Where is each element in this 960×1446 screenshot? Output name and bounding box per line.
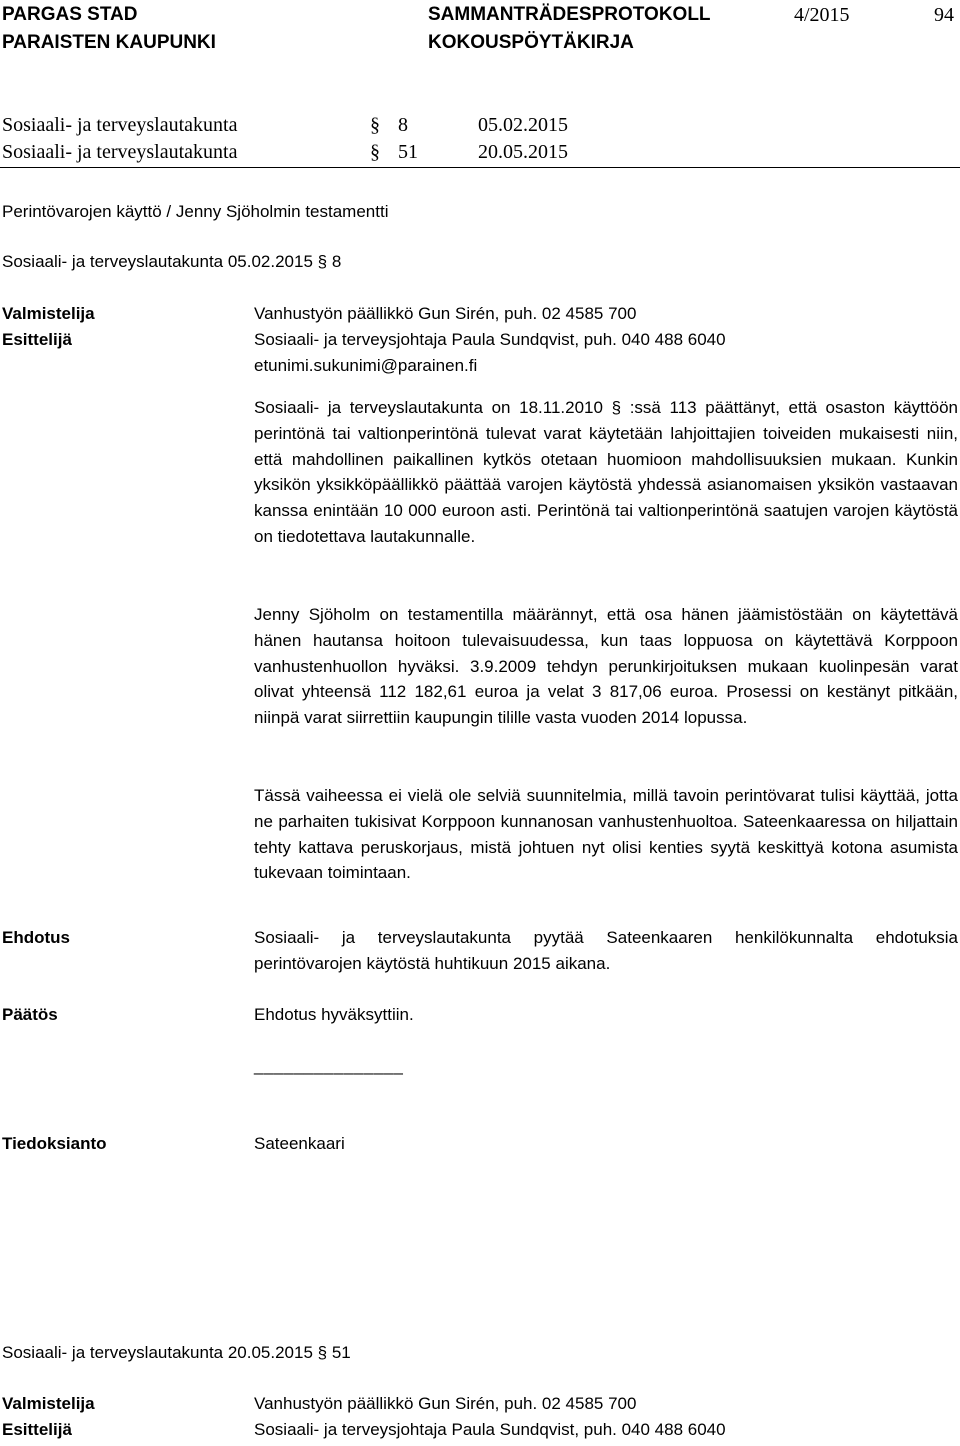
notice-recipient: Sateenkaari [254,1134,345,1153]
document-title: Perintövarojen käyttö / Jenny Sjöholmin testamentti [2,202,389,221]
issue-number: 4/2015 [794,4,850,26]
preparer-label-2: Valmistelija [2,1394,95,1413]
doc-type-fi: KOKOUSPÖYTÄKIRJA [428,32,634,53]
decision-label: Päätös [2,1005,58,1024]
preparer-2: Vanhustyön päällikkö Gun Sirén, puh. 02 4585 700 [254,1394,637,1413]
ref-body-1: Sosiaali- ja terveyslautakunta [2,114,238,136]
paragraph-3: Tässä vaiheessa ei vielä ole selviä suunnitelmia, millä tavoin perintövarat tulisi käyttää, jotta ne parhaiten tukisivat Korppoon kunnanosan vanhustenhuoltoa. Sateenkaaressa on hiljattain tehty kattava peruskorjaus, mistä johtuen nyt olisi kenties syytä keskittyä kotona asumista tukevaan toimintaan. [254,786,958,883]
ref-number-2: 51 [398,141,418,163]
page-number: 94 [934,4,954,26]
preparer-label: Valmistelija [2,304,95,323]
ref-date-2: 20.05.2015 [478,141,568,163]
ref-body-2: Sosiaali- ja terveyslautakunta [2,141,238,163]
paragraph-2: Jenny Sjöholm on testamentilla määrännyt, että osa hänen jäämistöstään on käytettävä hänen hautansa hoitoon tulevaisuudessa, kun taas loppuosa on käytettävä Korppoon vanhustenhuollon hyväksi. 3.9.2009 tehdyn perunkirjoituksen mukaan kuolinpesän varat olivat yhteensä 112 182,61 euroa ja velat 3 817,06 euroa. Prosessi on kestänyt pitkään, niinpä varat siirrettiin kaupungin tilille vasta vuoden 2014 lopussa. [254,605,958,728]
proposal-label: Ehdotus [2,928,70,947]
separator-line: _______________ [254,1056,404,1075]
email-address: etunimi.sukunimi@parainen.fi [254,356,478,375]
ref-date-1: 05.02.2015 [478,114,568,136]
header-divider [0,167,960,168]
ref-number-1: 8 [398,114,408,136]
paragraph-1: Sosiaali- ja terveyslautakunta on 18.11.2010 § :ssä 113 päättänyt, että osaston käyttöön perintönä tai valtionperintönä tulevat varat käytetään lahjoittajien toiveiden mukaisesti niin, että mahdollinen paikallinen kytkös otetaan huomioon mahdollisuuksien mukaan. Kunkin yksikön yksikköpäällikkö päättää varojen käytöstä yhdessä asianomaisen yksikön vastaavan kanssa enintään 10 000 euroon asti. Perintönä tai valtionperintönä saatujen varojen käytöstä on tiedotettava lautakunnalle. [254,398,958,546]
org-name-fi: PARGAS STAD [2,4,138,25]
org-name-sv: PARAISTEN KAUPUNKI [2,32,216,53]
presenter-label: Esittelijä [2,330,72,349]
notice-label: Tiedoksianto [2,1134,107,1153]
section-sign-1: § [370,114,380,136]
presenter-label-2: Esittelijä [2,1420,72,1439]
decision-text: Ehdotus hyväksyttiin. [254,1005,414,1024]
section-sign-2: § [370,141,380,163]
presenter: Sosiaali- ja terveysjohtaja Paula Sundqvist, puh. 040 488 6040 [254,330,726,349]
meeting-heading-1: Sosiaali- ja terveyslautakunta 05.02.2015 § 8 [2,252,342,271]
doc-type-sv: SAMMANTRÄDESPROTOKOLL [428,4,711,25]
meeting-heading-2: Sosiaali- ja terveyslautakunta 20.05.2015 § 51 [2,1343,351,1362]
presenter-2: Sosiaali- ja terveysjohtaja Paula Sundqvist, puh. 040 488 6040 [254,1420,726,1439]
preparer: Vanhustyön päällikkö Gun Sirén, puh. 02 4585 700 [254,304,637,323]
proposal-text: Sosiaali- ja terveyslautakunta pyytää Sateenkaaren henkilökunnalta ehdotuksia perintövarojen käytöstä huhtikuun 2015 aikana. [254,928,958,973]
